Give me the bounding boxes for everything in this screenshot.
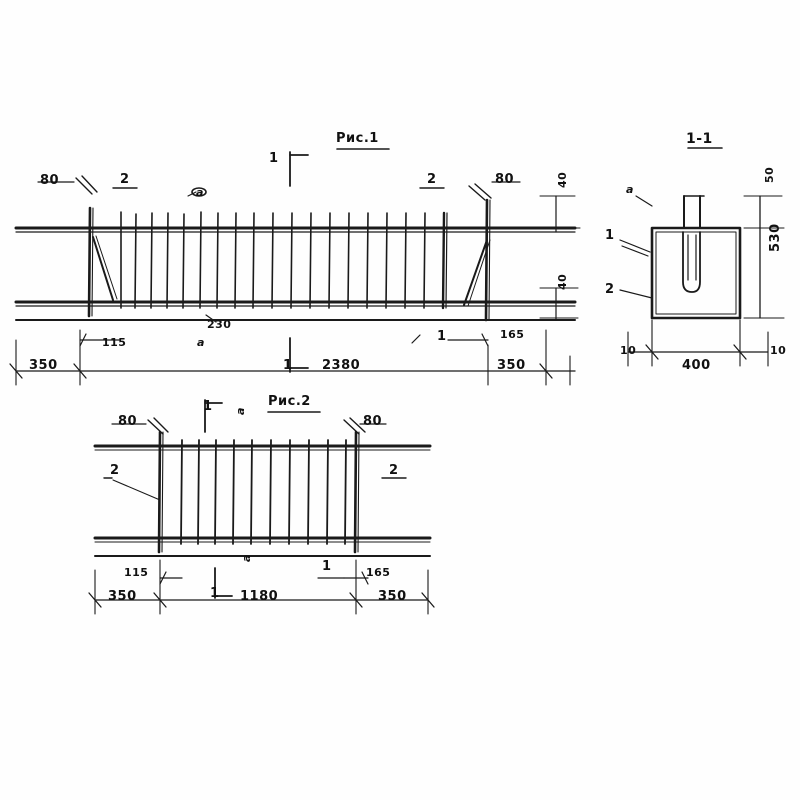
section-mark-2: 2 — [605, 282, 615, 297]
fig1-mark-1-top: 1 — [269, 151, 279, 166]
fig1-mark-1-bottom: 1 — [283, 358, 293, 373]
fig2-dim-right-end: 350 — [378, 589, 407, 604]
fig1-dim-165: 165 — [500, 328, 525, 341]
fig1-dim-80-left: 80 — [40, 173, 60, 188]
section-dim-height: 530 — [768, 223, 783, 252]
fig1-dim-230: 230 — [207, 318, 232, 331]
section-mark-a: а — [626, 183, 634, 196]
section-title: 1-1 — [686, 131, 713, 147]
fig1-mark-2-right: 2 — [427, 172, 437, 187]
fig1-dim-80-right: 80 — [495, 172, 515, 187]
fig2-mark-1-right: 1 — [322, 559, 332, 574]
fig1-mark-a-bottom: а — [197, 336, 205, 349]
fig2-mark-a-bottom: а — [240, 554, 253, 562]
fig2-mark-2-right: 2 — [389, 463, 399, 478]
fig1-dim-40-top: 40 — [556, 171, 569, 188]
section-dim-right-offset: 10 — [770, 344, 787, 357]
fig1-dim-right-end: 350 — [497, 358, 526, 373]
fig1-dim-40-bottom: 40 — [556, 273, 569, 290]
fig2-geometry — [89, 400, 434, 614]
fig2-title: Рис.2 — [268, 394, 311, 409]
fig2-dim-165: 165 — [366, 566, 391, 579]
fig2-mark-1-top: 1 — [203, 399, 213, 414]
fig2-mark-1-bottom: 1 — [210, 586, 220, 601]
section-mark-1: 1 — [605, 228, 615, 243]
fig1-dim-left-end: 350 — [29, 358, 58, 373]
section-dim-left-offset: 10 — [620, 344, 637, 357]
fig2-dim-80-left: 80 — [118, 414, 138, 429]
fig1-dim-length: 2380 — [322, 358, 361, 373]
fig2-dim-left-end: 350 — [108, 589, 137, 604]
section-dim-top: 50 — [763, 166, 776, 183]
fig2-dim-length: 1180 — [240, 589, 279, 604]
fig2-dim-115: 115 — [124, 566, 149, 579]
fig1-mark-1-right: 1 — [437, 329, 447, 344]
fig1-mark-a-top: а — [196, 186, 204, 199]
fig1-dim-115: 115 — [102, 336, 127, 349]
fig1-mark-2-left: 2 — [120, 172, 130, 187]
fig2-mark-2-left: 2 — [110, 463, 120, 478]
section-dim-width: 400 — [682, 358, 711, 373]
fig2-mark-a-top: а — [234, 407, 247, 415]
fig2-dim-80-right: 80 — [363, 414, 383, 429]
fig1-title: Рис.1 — [336, 131, 379, 146]
section-geometry — [620, 148, 787, 366]
